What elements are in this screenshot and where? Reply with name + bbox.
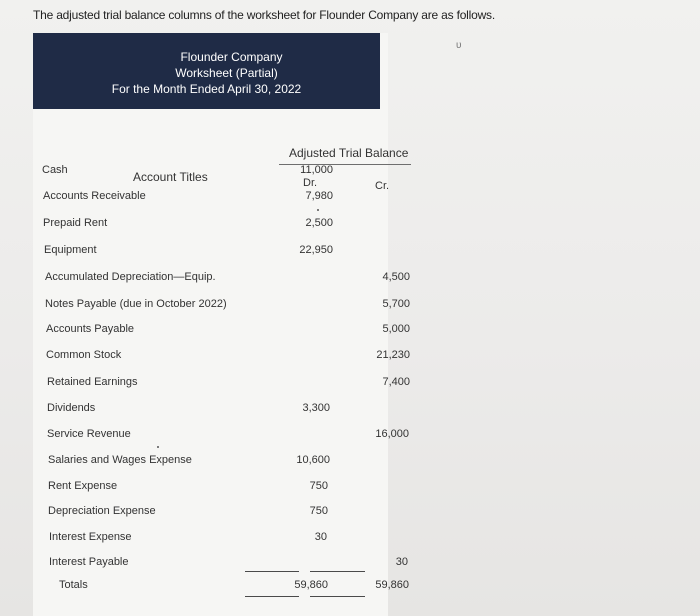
debit-amount: 30	[314, 531, 327, 543]
account-title: Dividends	[47, 402, 96, 414]
debit-total-bottom-rule	[245, 596, 299, 597]
table-row	[33, 531, 433, 549]
credit-amount: 30	[395, 556, 408, 568]
debit-amount: 10,600	[296, 454, 330, 466]
account-titles-heading: Account Titles	[133, 170, 208, 184]
table-row	[33, 454, 433, 472]
table-row	[33, 402, 433, 420]
credit-amount: 5,000	[382, 323, 410, 335]
account-title: Salaries and Wages Expense	[48, 454, 192, 466]
debit-amount: 750	[309, 505, 328, 517]
table-row	[33, 556, 433, 574]
account-title: Notes Payable (due in October 2022)	[45, 298, 227, 310]
debit-amount: 3,300	[302, 402, 330, 414]
credit-total-bottom-rule	[310, 596, 365, 597]
credit-amount: 4,500	[382, 271, 410, 283]
account-title: Common Stock	[46, 349, 122, 361]
credit-total-top-rule	[310, 571, 365, 572]
table-row	[33, 271, 433, 289]
account-title: Equipment	[44, 244, 97, 256]
debit-total-top-rule	[245, 571, 299, 572]
worksheet-header-banner	[33, 33, 380, 109]
credit-amount: 59,860	[375, 579, 409, 591]
debit-amount: 7,980	[305, 190, 333, 202]
stray-dot	[317, 209, 319, 211]
table-row	[33, 323, 433, 341]
worksheet-table	[33, 33, 410, 616]
account-title: Service Revenue	[47, 428, 131, 440]
table-row	[33, 428, 433, 446]
worksheet-period: For the Month Ended April 30, 2022	[111, 82, 302, 96]
problem-intro-text: The adjusted trial balance columns of the worksheet for Flounder Company are as follows.	[33, 8, 495, 22]
account-title: Interest Payable	[49, 556, 129, 568]
debit-column-heading: Dr.	[303, 177, 318, 189]
account-title: Depreciation Expense	[48, 505, 156, 517]
table-row	[33, 298, 433, 316]
account-title: Prepaid Rent	[43, 217, 108, 229]
credit-amount: 16,000	[375, 428, 409, 440]
adjusted-trial-balance-heading: Adjusted Trial Balance	[289, 146, 409, 160]
table-row	[33, 505, 433, 523]
company-name: Flounder Company	[180, 50, 283, 64]
table-row	[33, 217, 433, 235]
debit-amount: 59,860	[294, 579, 328, 591]
account-title: Accumulated Depreciation—Equip.	[45, 271, 216, 283]
credit-column-heading: Cr.	[375, 180, 390, 192]
account-title: Rent Expense	[48, 480, 118, 492]
stray-dot	[157, 446, 159, 448]
stray-mark: υ	[456, 40, 462, 51]
credit-amount: 21,230	[376, 349, 410, 361]
account-title: Accounts Receivable	[43, 190, 146, 202]
table-row	[33, 164, 433, 182]
account-title: Accounts Payable	[46, 323, 135, 335]
table-row	[33, 244, 433, 262]
debit-amount: 11,000	[300, 164, 333, 176]
debit-amount: 750	[309, 480, 328, 492]
account-title: Cash	[42, 164, 68, 176]
debit-amount: 22,950	[299, 244, 333, 256]
totals-row	[33, 579, 433, 597]
account-title: Retained Earnings	[47, 376, 138, 388]
table-row	[33, 349, 433, 367]
debit-amount: 2,500	[305, 217, 333, 229]
table-row	[33, 190, 433, 208]
worksheet-title: Worksheet (Partial)	[175, 66, 278, 80]
credit-amount: 7,400	[382, 376, 410, 388]
credit-amount: 5,700	[382, 298, 410, 310]
account-title: Interest Expense	[49, 531, 132, 543]
table-row	[33, 376, 433, 394]
table-row	[33, 480, 433, 498]
account-title: Totals	[59, 579, 88, 591]
